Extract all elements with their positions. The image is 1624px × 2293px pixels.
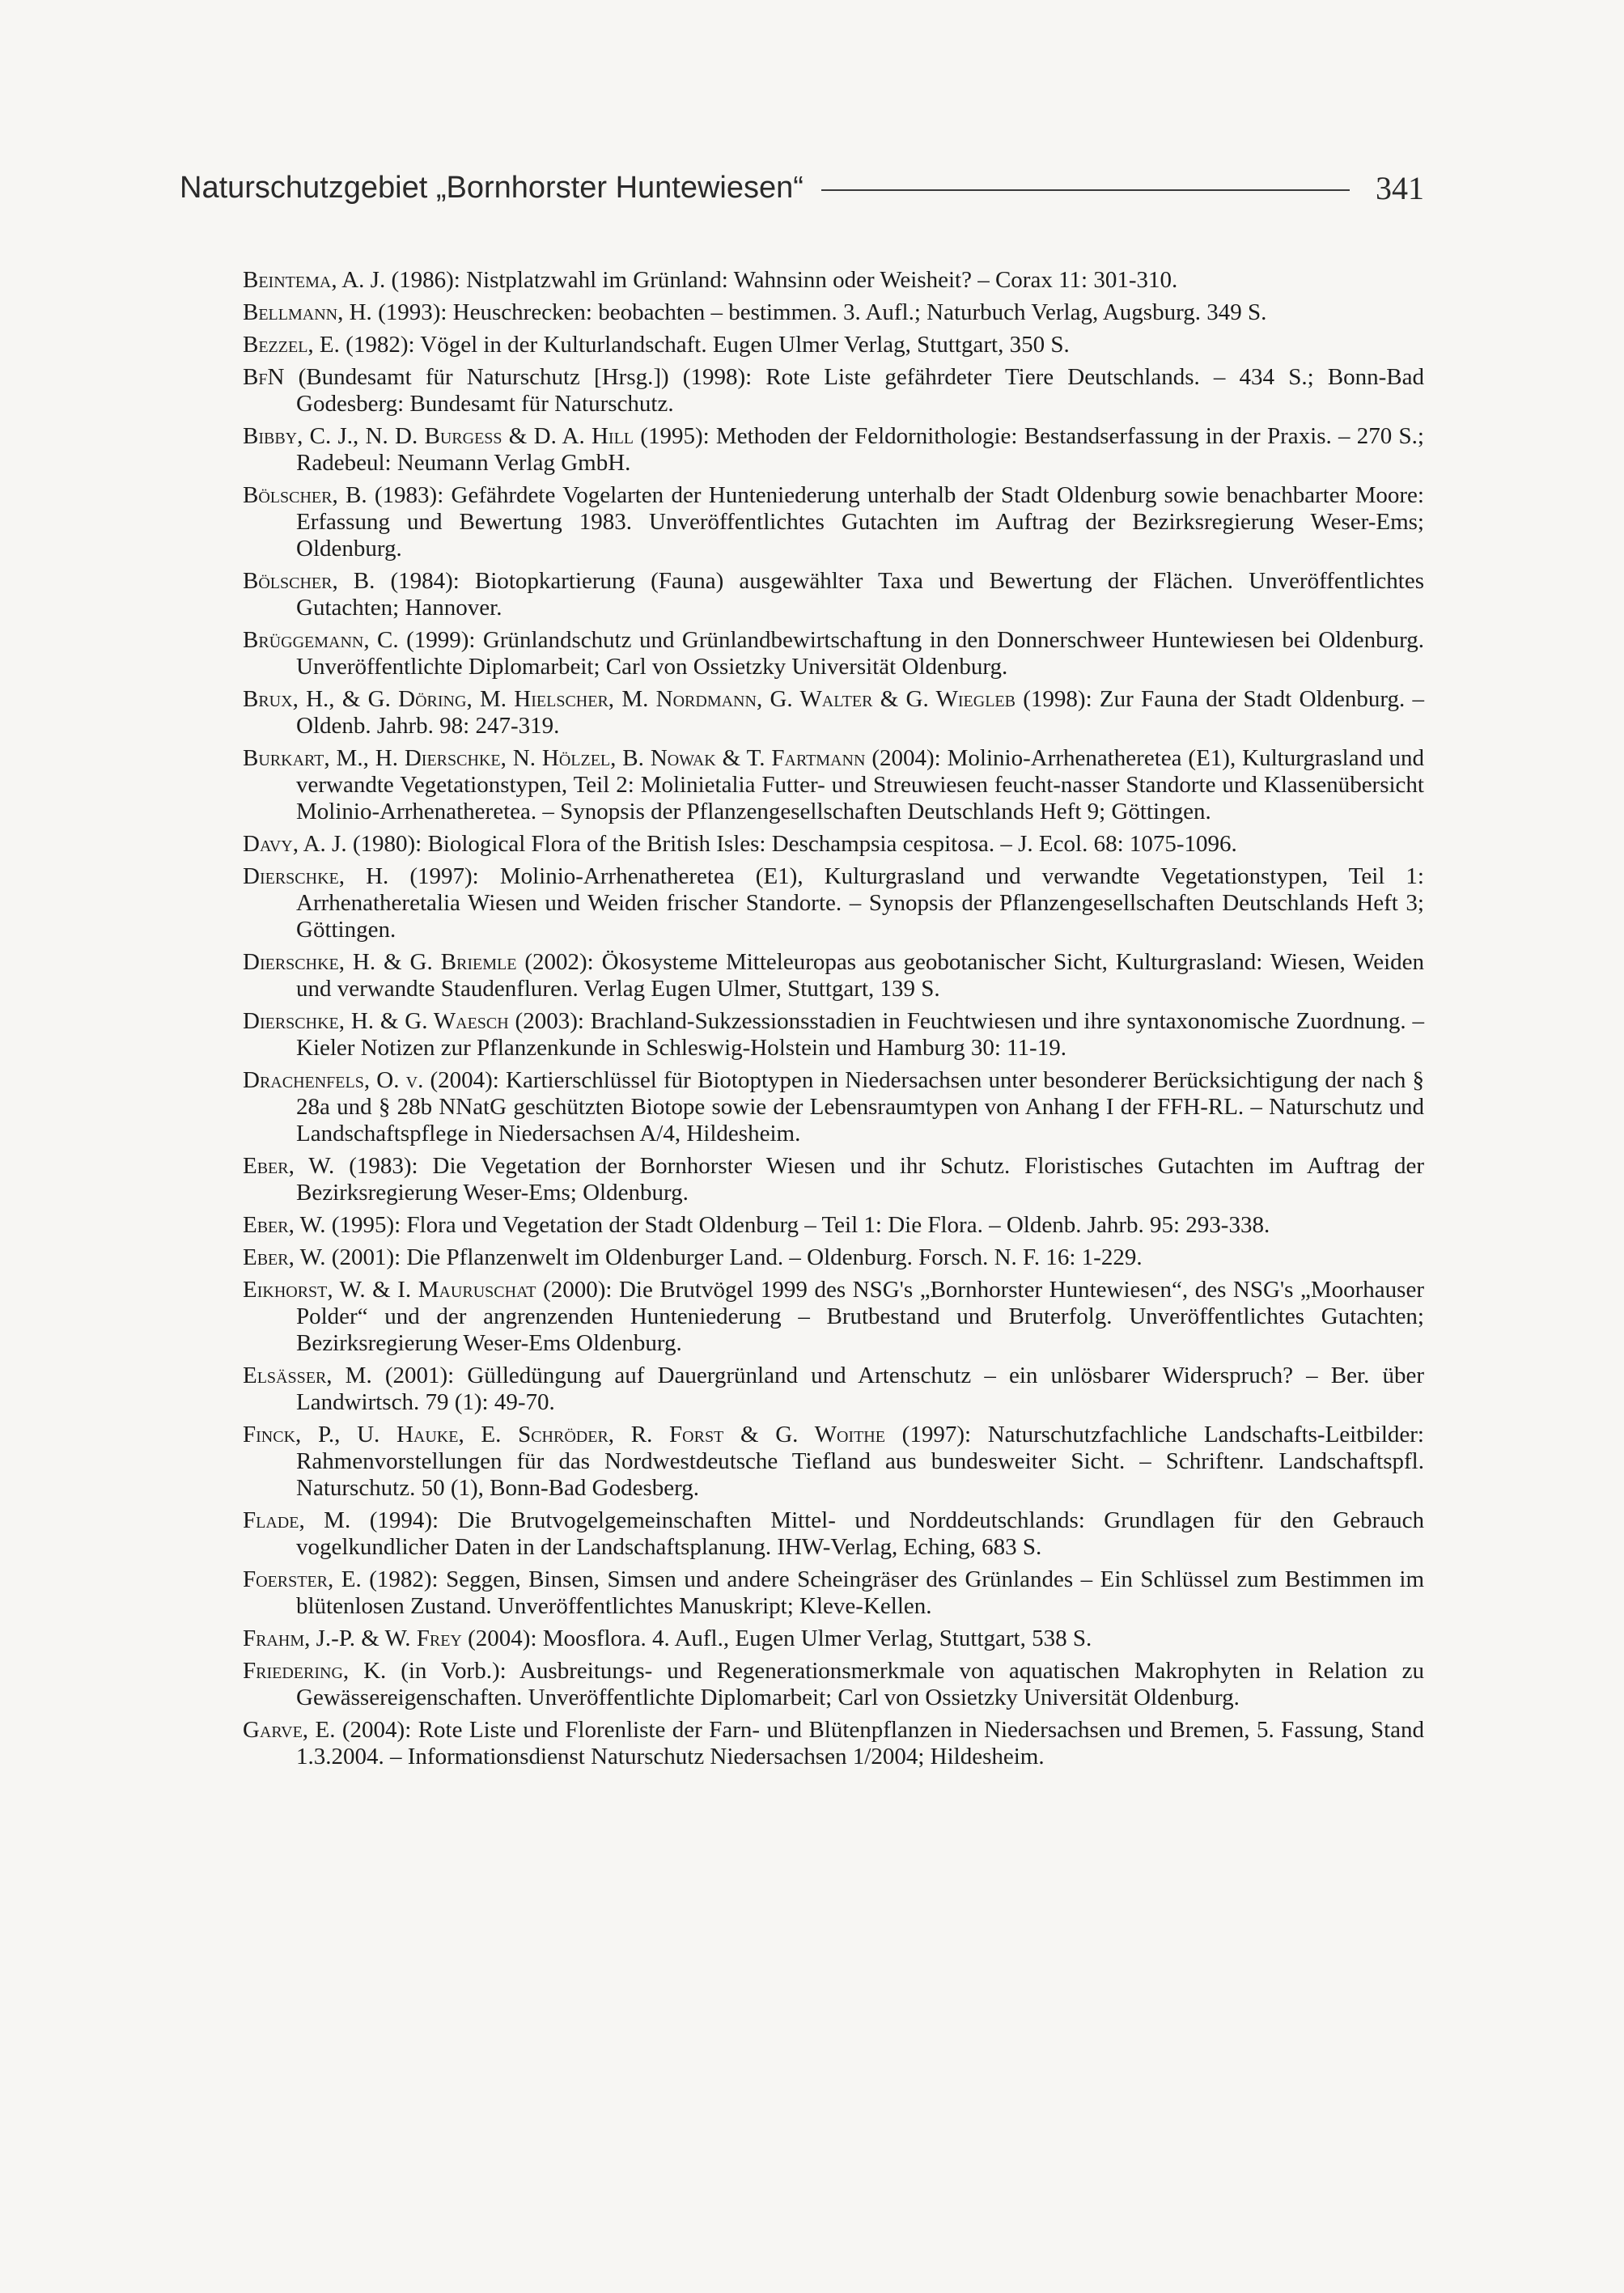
reference-entry (243, 1625, 1424, 1652)
reference-text: (1984): Biotopkartierung (Fauna) ausgewählter Taxa und Bewertung der Flächen. Unveröffentlichtes Gutachten; Hannover. (296, 568, 1424, 621)
reference-entry (243, 568, 1424, 621)
reference-entry (243, 1008, 1424, 1062)
reference-author: Garve, E. (243, 1717, 336, 1743)
reference-author: Burkart, M., H. Dierschke, N. Hölzel, B. Nowak & T. Fartmann (243, 745, 866, 771)
reference-text: (1998): Zur Fauna der Stadt Oldenburg. – Oldenb. Jahrb. 98: 247-319. (296, 686, 1424, 739)
reference-author: BfN (243, 364, 285, 390)
reference-entry (243, 745, 1424, 825)
reference-author: Bölscher, B. (243, 482, 367, 508)
reference-author: Davy, A. J. (243, 831, 347, 857)
header-title: Naturschutzgebiet „Bornhorster Huntewiesen“ (180, 170, 804, 205)
reference-text: (2004): Moosflora. 4. Aufl., Eugen Ulmer Verlag, Stuttgart, 538 S. (461, 1625, 1092, 1651)
header-rule (821, 189, 1350, 191)
reference-entry (243, 332, 1424, 358)
reference-text: (2001): Gülledüngung auf Dauergrünland und Artenschutz – ein unlösbarer Widerspruch? – Ber. über Landwirtsch. 79 (1): 49-70. (296, 1363, 1424, 1415)
reference-text: (1982): Vögel in der Kulturlandschaft. Eugen Ulmer Verlag, Stuttgart, 350 S. (339, 332, 1070, 358)
reference-author: Dierschke, H. (243, 863, 389, 889)
reference-entry (243, 299, 1424, 326)
reference-text: (1983): Gefährdete Vogelarten der Hunteniederung unterhalb der Stadt Oldenburg sowie benachbarter Moore: Erfassung und Bewertung 1983. Unveröffentlichtes Gutachten im Auftrag der Bezirksregierung Weser-Ems; Oldenburg. (296, 482, 1424, 562)
reference-text: (1994): Die Brutvogelgemeinschaften Mittel- und Norddeutschlands: Grundlagen für den Gebrauch vogelkundlicher Daten in der Landschaftsplanung. IHW-Verlag, Eching, 683 S. (296, 1507, 1424, 1560)
reference-entry (243, 627, 1424, 680)
reference-text: (1982): Seggen, Binsen, Simsen und andere Scheingräser des Grünlandes – Ein Schlüssel zum Bestimmen im blütenlosen Zustand. Unveröffentlichtes Manuskript; Kleve-Kellen. (296, 1566, 1425, 1619)
reference-entry (243, 482, 1424, 562)
reference-author: Drachenfels, O. v. (243, 1067, 424, 1093)
reference-author: Bellmann, H. (243, 299, 372, 325)
reference-text: (1995): Flora und Vegetation der Stadt Oldenburg – Teil 1: Die Flora. – Oldenb. Jahrb. 95: 293-338. (325, 1212, 1270, 1238)
reference-list (243, 267, 1424, 1776)
reference-entry (243, 831, 1424, 858)
reference-text: (1997): Naturschutzfachliche Landschafts-Leitbilder: Rahmenvorstellungen für das Nordwestdeutsche Tiefland aus bundesweiter Sicht. – Schriftenr. Landschaftspfl. Naturschutz. 50 (1), Bonn-Bad Godesberg. (296, 1422, 1424, 1501)
reference-author: Foerster, E. (243, 1566, 362, 1592)
reference-entry (243, 1067, 1424, 1147)
reference-text: (Bundesamt für Naturschutz [Hrsg.]) (1998): Rote Liste gefährdeter Tiere Deutschlands. – 434 S.; Bonn-Bad Godesberg: Bundesamt für Naturschutz. (284, 364, 1424, 417)
reference-entry (243, 686, 1424, 740)
reference-entry (243, 1212, 1424, 1239)
reference-author: Beintema, A. J. (243, 267, 386, 293)
reference-author: Friedering, K. (243, 1658, 387, 1684)
reference-author: Eber, W. (243, 1153, 335, 1179)
reference-entry (243, 1422, 1424, 1502)
reference-entry (243, 423, 1424, 477)
reference-text: (1993): Heuschrecken: beobachten – bestimmen. 3. Aufl.; Naturbuch Verlag, Augsburg. 349 S. (371, 299, 1267, 325)
reference-text: (1995): Methoden der Feldornithologie: Bestandserfassung in der Praxis. – 270 S.; Radebeul: Neumann Verlag GmbH. (296, 423, 1424, 476)
reference-author: Elsässer, M. (243, 1363, 372, 1388)
reference-author: Dierschke, H. & G. Briemle (243, 949, 517, 975)
reference-text: (2000): Die Brutvögel 1999 des NSG's „Bornhorster Huntewiesen“, des NSG's „Moorhauser Polder“ und der angrenzenden Hunteniederung – Brutbestand und Bruterfolg. Unveröffentlichtes Gutachten; Bezirksregierung Weser-Ems Oldenburg. (296, 1277, 1424, 1356)
reference-author: Bölscher, B. (243, 568, 375, 594)
reference-entry (243, 1507, 1424, 1561)
reference-entry (243, 863, 1424, 943)
reference-author: Eber, W. (243, 1212, 326, 1238)
reference-entry (243, 1277, 1424, 1357)
reference-author: Brux, H., & G. Döring, M. Hielscher, M. Nordmann, G. Walter & G. Wiegleb (243, 686, 1016, 712)
reference-text: (1999): Grünlandschutz und Grünlandbewirtschaftung in den Donnerschweer Huntewiesen bei Oldenburg. Unveröffentlichte Diplomarbeit; Carl von Ossietzky Universität Oldenburg. (296, 627, 1424, 680)
reference-entry (243, 364, 1424, 417)
reference-entry (243, 1717, 1424, 1770)
reference-text: (2003): Brachland-Sukzessionsstadien in Feuchtwiesen und ihre syntaxonomische Zuordnung. – Kieler Notizen zur Pflanzenkunde in Schleswig-Holstein und Hamburg 30: 11-19. (296, 1008, 1424, 1061)
reference-text: (1997): Molinio-Arrhenatheretea (E1), Kulturgrasland und verwandte Vegetationstypen, Teil 1: Arrhenatheretalia Wiesen und Weiden frischer Standorte. – Synopsis der Pflanzengesellschaften Deutschlands Heft 3; Göttingen. (296, 863, 1424, 943)
reference-entry (243, 267, 1424, 294)
reference-entry (243, 1658, 1424, 1711)
running-header (180, 159, 1424, 216)
reference-text: (2001): Die Pflanzenwelt im Oldenburger Land. – Oldenburg. Forsch. N. F. 16: 1-229. (325, 1244, 1143, 1270)
reference-author: Finck, P., U. Hauke, E. Schröder, R. Forst & G. Woithe (243, 1422, 885, 1447)
reference-author: Eikhorst, W. & I. Mauruschat (243, 1277, 536, 1303)
reference-text: (2004): Kartierschlüssel für Biotoptypen in Niedersachsen unter besonderer Berücksichtigung der nach § 28a und § 28b NNatG geschützten Biotope sowie der Lebensraumtypen von Anhang I der FFH-RL. – Naturschutz und Landschaftspflege in Niedersachsen A/4, Hildesheim. (296, 1067, 1424, 1146)
reference-author: Bezzel, E. (243, 332, 340, 358)
reference-entry (243, 1244, 1424, 1271)
page-number: 341 (1376, 169, 1424, 206)
reference-entry (243, 1363, 1424, 1416)
reference-text: (1983): Die Vegetation der Bornhorster Wiesen und ihr Schutz. Floristisches Gutachten im Auftrag der Bezirksregierung Weser-Ems; Oldenburg. (296, 1153, 1424, 1206)
reference-text: (2002): Ökosysteme Mitteleuropas aus geobotanischer Sicht, Kulturgrasland: Wiesen, Weiden und verwandte Staudenfluren. Verlag Eugen Ulmer, Stuttgart, 139 S. (296, 949, 1425, 1002)
reference-text: (1980): Biological Flora of the British Isles: Deschampsia cespitosa. – J. Ecol. 68: 1075-1096. (346, 831, 1237, 857)
reference-author: Bibby, C. J., N. D. Burgess & D. A. Hill (243, 423, 634, 449)
reference-entry (243, 1566, 1424, 1620)
reference-text: (2004): Rote Liste und Florenliste der Farn- und Blütenpflanzen in Niedersachsen und Bremen, 5. Fassung, Stand 1.3.2004. – Informationsdienst Naturschutz Niedersachsen 1/2004; Hildesheim. (296, 1717, 1425, 1770)
reference-text: (2004): Molinio-Arrhenatheretea (E1), Kulturgrasland und verwandte Vegetationstypen, Teil 2: Molinietalia Futter- und Streuwiesen feucht-nasser Standorte und Klassenübersicht Molinio-Arrhenatheretea. – Synopsis der Pflanzengesellschaften Deutschlands Heft 9; Göttingen. (296, 745, 1424, 824)
reference-entry (243, 949, 1424, 1002)
reference-text: (in Vorb.): Ausbreitungs- und Regenerationsmerkmale von aquatischen Makrophyten in Relation zu Gewässereigenschaften. Unveröffentlichte Diplomarbeit; Carl von Ossietzky Universität Oldenburg. (296, 1658, 1424, 1710)
reference-author: Dierschke, H. & G. Waesch (243, 1008, 509, 1034)
reference-author: Brüggemann, C. (243, 627, 399, 653)
reference-author: Flade, M. (243, 1507, 351, 1533)
reference-entry (243, 1153, 1424, 1206)
reference-text: (1986): Nistplatzwahl im Grünland: Wahnsinn oder Weisheit? – Corax 11: 301-310. (385, 267, 1178, 293)
reference-author: Frahm, J.-P. & W. Frey (243, 1625, 462, 1651)
reference-author: Eber, W. (243, 1244, 326, 1270)
